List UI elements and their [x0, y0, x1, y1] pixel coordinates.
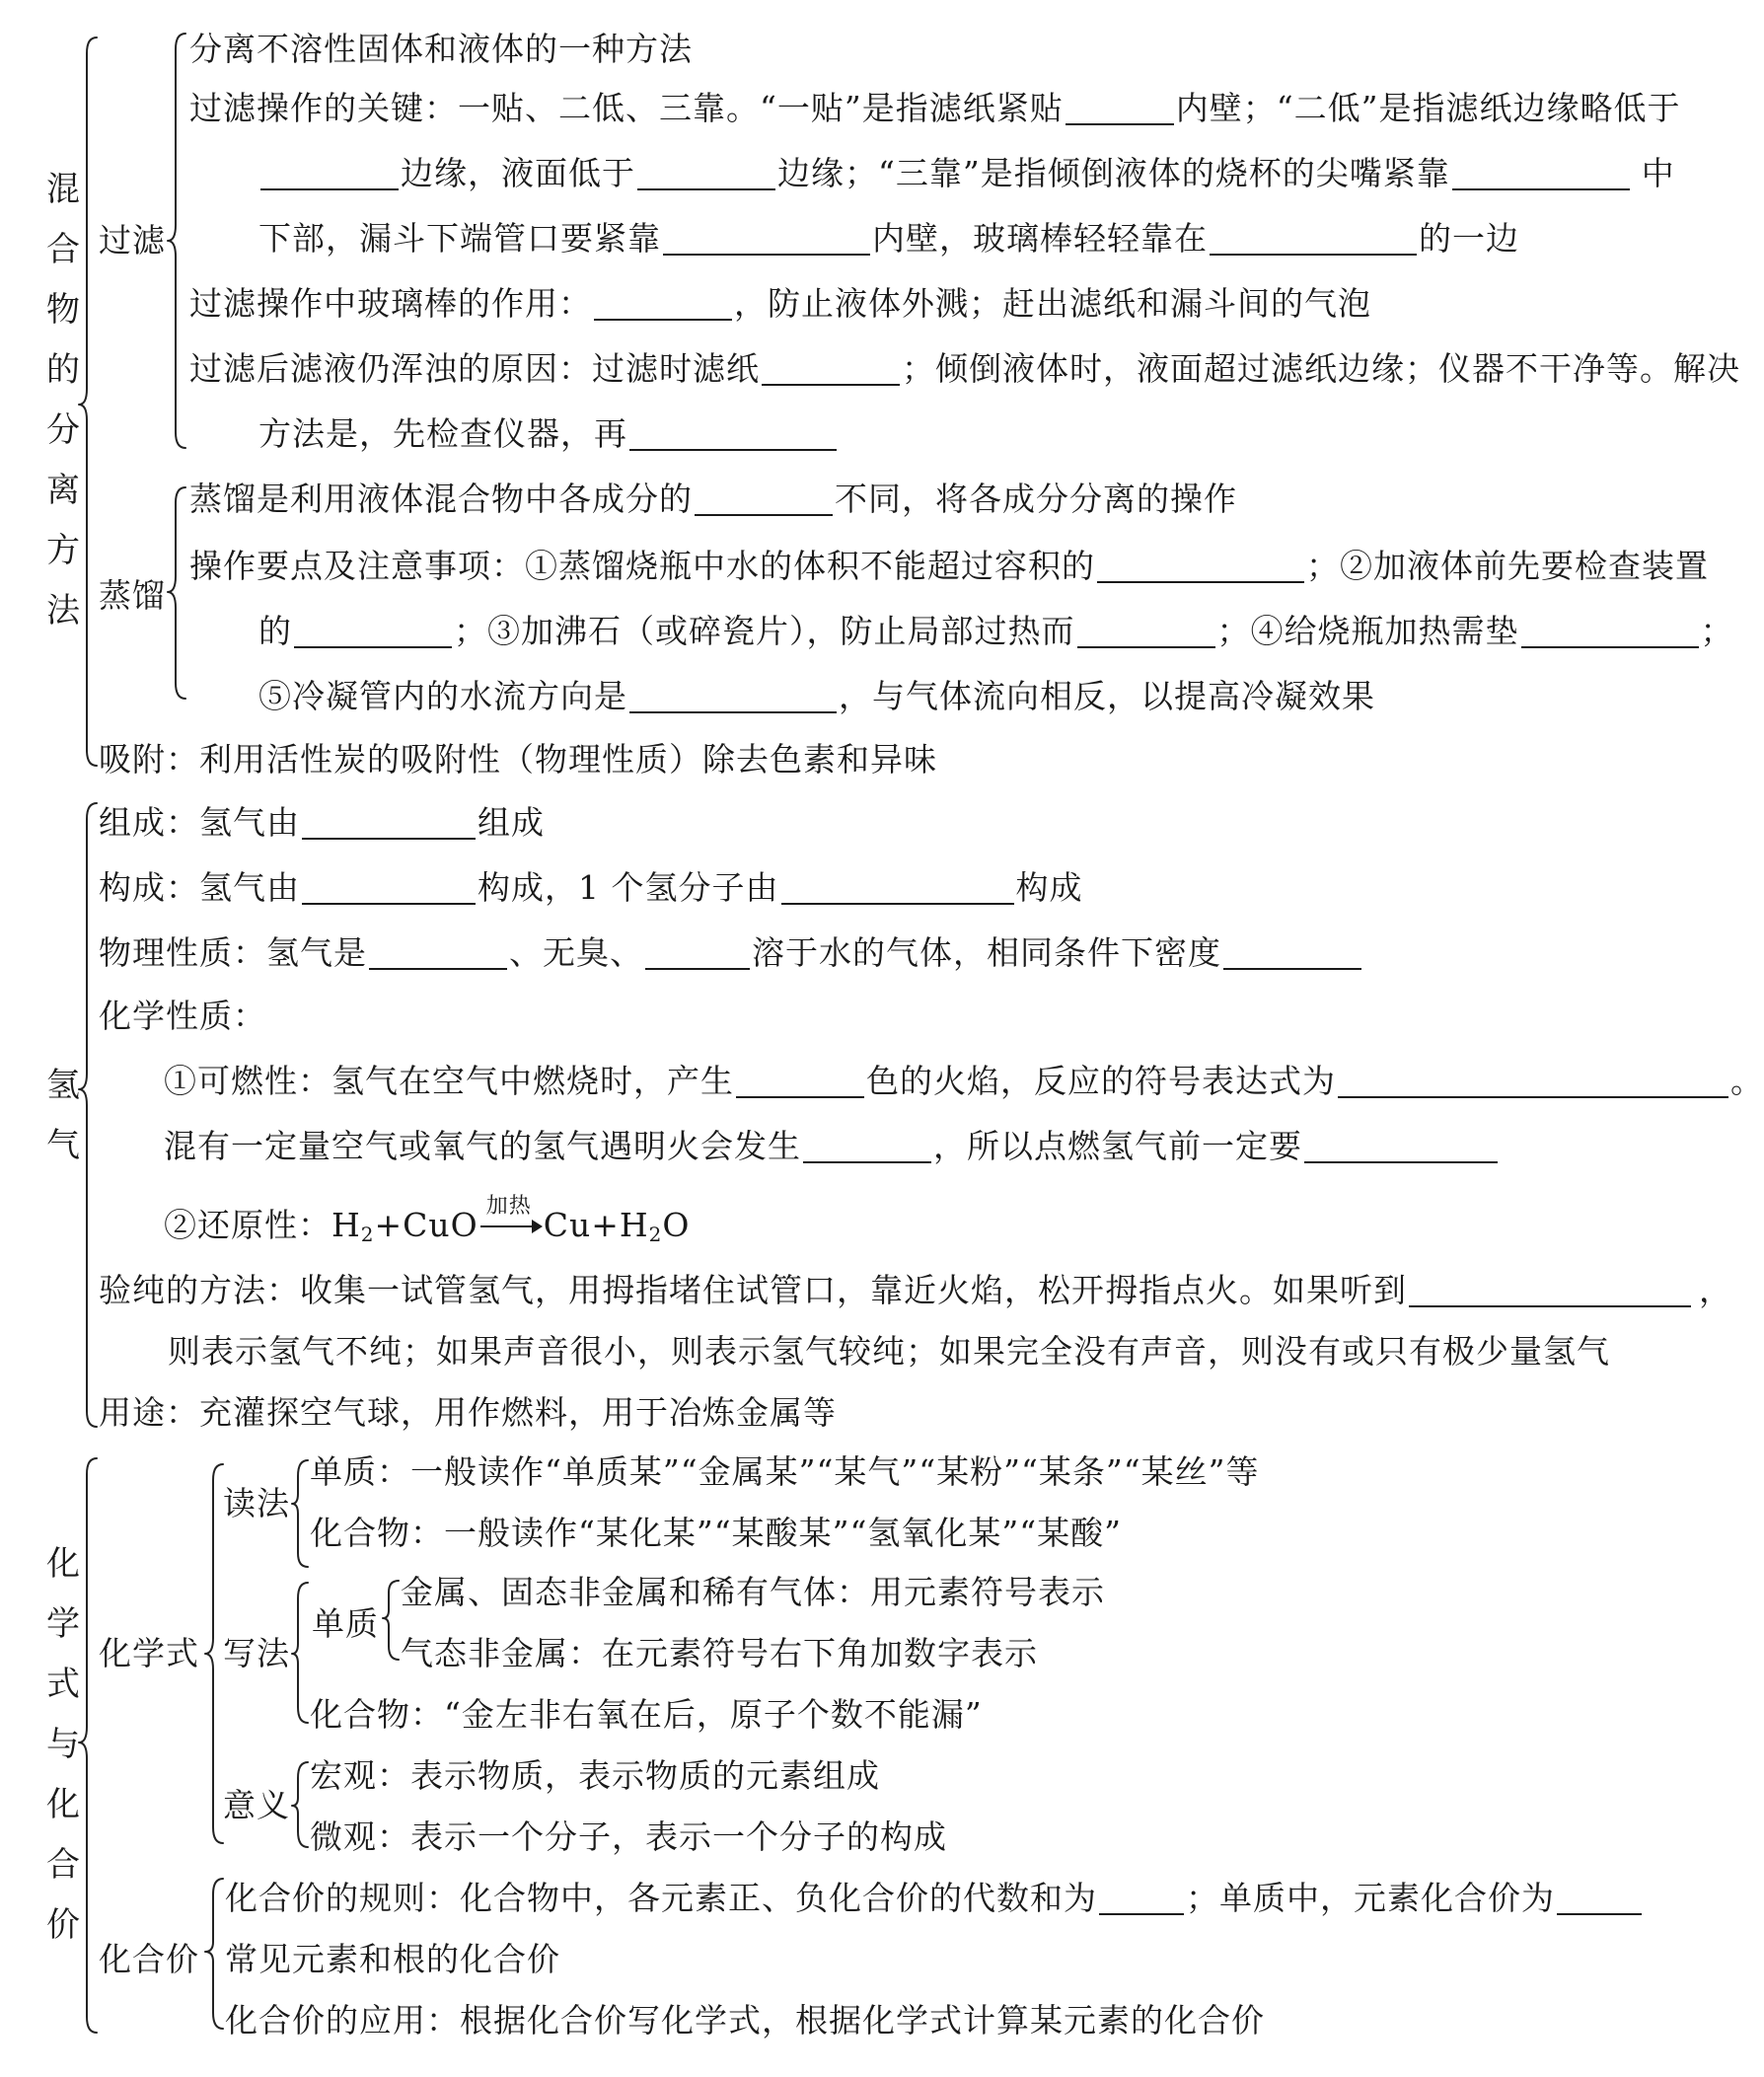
- section-title-hydrogen: 氢气: [46, 1066, 80, 1165]
- fill-blank[interactable]: [629, 419, 837, 451]
- writing-metal: 金属、固态非金属和稀有气体：用元素符号表示: [401, 1573, 1105, 1611]
- filtration-line-4: [258, 219, 1519, 259]
- text-segment: 内壁，玻璃棒轻轻靠在: [872, 219, 1208, 258]
- text-segment: ；: [1700, 612, 1734, 650]
- fill-blank[interactable]: [1066, 94, 1174, 125]
- fill-blank[interactable]: [260, 159, 399, 190]
- fill-blank[interactable]: [663, 224, 870, 256]
- text-segment: 组成: [478, 803, 545, 842]
- text-segment: 边缘；“三靠”是指倾倒液体的烧杯的尖嘴紧靠: [777, 154, 1450, 192]
- text-segment: 内壁；“二低”是指滤纸边缘略低于: [1175, 89, 1681, 127]
- fill-blank[interactable]: [637, 159, 775, 190]
- text-segment: ；单质中，元素化合价为: [1186, 1879, 1555, 1917]
- fill-blank[interactable]: [1077, 617, 1215, 648]
- formula-cuo: +CuO: [374, 1206, 478, 1244]
- fill-blank[interactable]: [1452, 159, 1630, 190]
- filtration-label: 过滤: [99, 221, 166, 260]
- hydrogen-purity-result: 则表示氢气不纯；如果声音很小，则表示氢气较纯；如果完全没有声音，则没有或只有极少量氢气: [168, 1332, 1610, 1371]
- text-segment: 过滤操作中玻璃棒的作用：: [189, 284, 592, 323]
- hydrogen-purity-test: [99, 1271, 1732, 1310]
- text-segment: ②还原性：: [164, 1206, 331, 1244]
- meaning-label: 意义: [223, 1786, 290, 1824]
- reaction-arrow: [480, 1194, 542, 1240]
- fill-blank[interactable]: [803, 1132, 931, 1163]
- text-segment: 边缘，液面低于: [401, 154, 635, 192]
- fill-blank[interactable]: [1409, 1276, 1691, 1307]
- text-segment: 蒸馏是利用液体混合物中各成分的: [189, 480, 693, 518]
- fill-blank[interactable]: [1099, 1884, 1184, 1915]
- text-segment: ，所以点燃氢气前一定要: [933, 1127, 1302, 1165]
- formula-h: H: [331, 1206, 361, 1244]
- fill-blank[interactable]: [302, 873, 476, 905]
- text-segment: 色的火焰，反应的符号表达式为: [866, 1062, 1336, 1100]
- valence-common: 常见元素和根的化合价: [225, 1940, 560, 1978]
- fill-blank[interactable]: [781, 873, 1014, 905]
- text-segment: 下部，漏斗下端管口要紧靠: [258, 219, 661, 258]
- text-segment: 溶于水的气体，相同条件下密度: [752, 933, 1221, 972]
- text-segment: ；②加液体前先要检查装置: [1306, 547, 1709, 585]
- filtration-line-2: [189, 89, 1681, 128]
- text-segment: ；③加沸石（或碎瓷片），防止局部过热而: [454, 612, 1075, 650]
- formula-o: O: [662, 1206, 691, 1244]
- text-segment: ；倾倒液体时，液面超过滤纸边缘；仪器不干净等。解决: [902, 349, 1740, 388]
- fill-blank[interactable]: [594, 289, 732, 321]
- formula-label: 化学式: [99, 1634, 199, 1672]
- filtration-line-3: [258, 154, 1675, 193]
- hydrogen-chemical-title: 化学性质：: [99, 997, 266, 1035]
- reading-element: 单质：一般读作“单质某”“金属某”“某气”“某粉”“某条”“某丝”等: [310, 1452, 1260, 1491]
- text-segment: 方法是，先检查仪器，再: [258, 414, 627, 453]
- text-segment: 的: [258, 612, 292, 650]
- hydrogen-composition: [99, 803, 545, 843]
- text-segment: 中: [1641, 154, 1675, 192]
- subscript: 2: [360, 1223, 375, 1246]
- fill-blank[interactable]: [736, 1067, 864, 1098]
- distillation-line-3: [258, 612, 1734, 651]
- writing-element-label: 单质: [312, 1604, 379, 1643]
- fill-blank[interactable]: [645, 938, 750, 970]
- reading-label: 读法: [223, 1484, 290, 1522]
- text-segment: ①可燃性：氢气在空气中燃烧时，产生: [164, 1062, 734, 1100]
- adsorption-line: 吸附：利用活性炭的吸附性（物理性质）除去色素和异味: [99, 740, 937, 779]
- meaning-macro: 宏观：表示物质，表示物质的元素组成: [310, 1756, 880, 1795]
- text-segment: 构成，1 个氢分子由: [478, 868, 779, 907]
- fill-blank[interactable]: [302, 808, 476, 840]
- text-segment: 过滤后滤液仍浑浊的原因：过滤时滤纸: [189, 349, 760, 388]
- fill-blank[interactable]: [1210, 224, 1417, 256]
- distillation-line-2: [189, 547, 1709, 586]
- text-segment: 验纯的方法：收集一试管氢气，用拇指堵住试管口，靠近火焰，松开拇指点火。如果听到: [99, 1271, 1407, 1309]
- text-segment: ，: [1699, 1271, 1732, 1309]
- distillation-label: 蒸馏: [99, 576, 166, 615]
- reading-compound: 化合物：一般读作“某化某”“某酸某”“氢氧化某”“某酸”: [310, 1514, 1122, 1552]
- distillation-line-1: [189, 480, 1237, 519]
- distillation-line-4: [258, 677, 1375, 716]
- formula-products: Cu+H: [543, 1206, 649, 1244]
- text-segment: 、无臭、: [509, 933, 643, 972]
- text-segment: 。: [1730, 1062, 1764, 1100]
- text-segment: ，防止液体外溅；赶出滤纸和漏斗间的气泡: [734, 284, 1371, 323]
- hydrogen-mixed-explosion: [164, 1127, 1500, 1166]
- text-segment: 物理性质：氢气是: [99, 933, 367, 972]
- text-segment: 构成：氢气由: [99, 868, 300, 907]
- fill-blank[interactable]: [1304, 1132, 1498, 1163]
- filtration-line-7: [258, 414, 839, 454]
- valence-application: 化合价的应用：根据化合价写化学式，根据化学式计算某元素的化合价: [225, 2001, 1265, 2040]
- text-segment: 混有一定量空气或氧气的氢气遇明火会发生: [164, 1127, 801, 1165]
- writing-compound: 化合物：“金左非右氧在后，原子个数不能漏”: [310, 1695, 983, 1734]
- text-segment: 构成: [1015, 868, 1083, 907]
- reaction-condition: 加热: [485, 1194, 532, 1219]
- hydrogen-physical: [99, 933, 1363, 973]
- fill-blank[interactable]: [629, 682, 837, 713]
- filtration-line-1: 分离不溶性固体和液体的一种方法: [189, 30, 693, 68]
- hydrogen-uses: 用途：充灌探空气球，用作燃料，用于冶炼金属等: [99, 1393, 837, 1432]
- subscript: 2: [648, 1223, 663, 1246]
- fill-blank[interactable]: [1097, 552, 1304, 583]
- section-title-mixture-separation: 混合物的分离方法: [46, 170, 80, 631]
- fill-blank[interactable]: [1223, 938, 1361, 970]
- fill-blank[interactable]: [369, 938, 507, 970]
- fill-blank[interactable]: [1521, 617, 1699, 648]
- text-segment: 化合价的规则：化合物中，各元素正、负化合价的代数和为: [225, 1879, 1097, 1917]
- text-segment: 组成：氢气由: [99, 803, 300, 842]
- text-segment: ，与气体流向相反，以提高冷凝效果: [839, 677, 1375, 715]
- valence-rule: [225, 1879, 1644, 1918]
- fill-blank[interactable]: [695, 484, 833, 516]
- text-segment: 不同，将各成分分离的操作: [835, 480, 1237, 518]
- meaning-micro: 微观：表示一个分子，表示一个分子的构成: [310, 1817, 947, 1856]
- text-segment: 过滤操作的关键：一贴、二低、三靠。“一贴”是指滤纸紧贴: [189, 89, 1064, 127]
- text-segment: 操作要点及注意事项：①蒸馏烧瓶中水的体积不能超过容积的: [189, 547, 1095, 585]
- fill-blank[interactable]: [1557, 1884, 1642, 1915]
- writing-gas: 气态非金属：在元素符号右下角加数字表示: [401, 1634, 1038, 1672]
- text-segment: 的一边: [1419, 219, 1519, 258]
- hydrogen-flammability: [164, 1062, 1764, 1101]
- hydrogen-reduction: [164, 1194, 691, 1254]
- text-segment: ⑤冷凝管内的水流方向是: [258, 677, 627, 715]
- hydrogen-structure: [99, 868, 1083, 908]
- writing-label: 写法: [223, 1634, 290, 1672]
- filtration-line-5: [189, 284, 1371, 324]
- fill-blank[interactable]: [294, 617, 452, 648]
- text-segment: ；④给烧瓶加热需垫: [1216, 612, 1519, 650]
- section-title-formula-valence: 化学式与化合价: [46, 1544, 80, 1945]
- fill-blank[interactable]: [762, 354, 900, 386]
- valence-label: 化合价: [99, 1940, 199, 1978]
- fill-blank[interactable]: [1338, 1067, 1728, 1098]
- filtration-line-6: [189, 349, 1740, 389]
